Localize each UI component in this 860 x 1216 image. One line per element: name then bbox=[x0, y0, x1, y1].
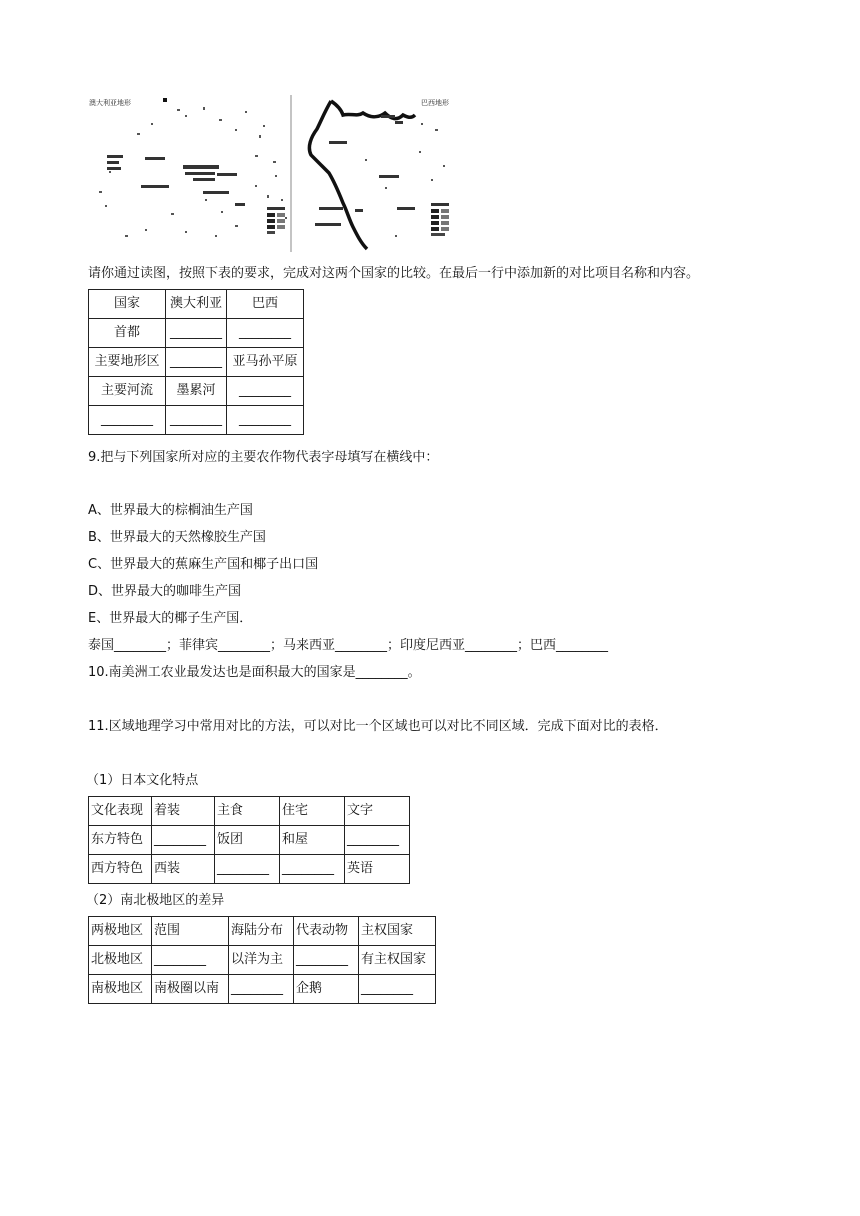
q9-option-e: E、世界最大的椰子生产国． bbox=[88, 611, 253, 626]
japan-culture-table bbox=[88, 796, 410, 884]
answer-blank[interactable]: ________ bbox=[229, 975, 294, 1004]
map-figure bbox=[85, 95, 457, 252]
table-row bbox=[89, 377, 304, 406]
country-comparison-table bbox=[88, 289, 304, 435]
table-row bbox=[89, 406, 304, 435]
q11-part1-title: （1）日本文化特点 bbox=[86, 773, 199, 788]
q9-option-b: B、世界最大的天然橡胶生产国 bbox=[88, 530, 266, 545]
q9-answer-line[interactable]: 泰国________；菲律宾________；马来西亚________；印度尼西亚________；巴西________ bbox=[88, 638, 609, 653]
table-row bbox=[89, 855, 410, 884]
answer-blank[interactable]: ________ bbox=[152, 946, 229, 975]
table-cell: 主食 bbox=[215, 797, 280, 826]
q9-option-d: D、世界最大的咖啡生产国 bbox=[88, 584, 242, 599]
answer-blank[interactable]: ________ bbox=[89, 406, 166, 435]
q9-option-c: C、世界最大的蕉麻生产国和椰子出口国 bbox=[88, 557, 319, 572]
table-cell: 北极地区 bbox=[89, 946, 152, 975]
table-cell: 主要地形区 bbox=[89, 348, 166, 377]
table-cell: 东方特色 bbox=[89, 826, 152, 855]
answer-blank[interactable]: ________ bbox=[227, 406, 304, 435]
table-row bbox=[89, 319, 304, 348]
answer-blank[interactable]: ________ bbox=[215, 855, 280, 884]
table-cell: 西装 bbox=[152, 855, 215, 884]
table-cell: 南极地区 bbox=[89, 975, 152, 1004]
table-row bbox=[89, 797, 410, 826]
table-row bbox=[89, 975, 436, 1004]
table-cell: 两极地区 bbox=[89, 917, 152, 946]
table-cell: 主要河流 bbox=[89, 377, 166, 406]
table-cell: 饭团 bbox=[215, 826, 280, 855]
table-cell: 范围 bbox=[152, 917, 229, 946]
table-cell: 文化表现 bbox=[89, 797, 152, 826]
table-row bbox=[89, 946, 436, 975]
answer-blank[interactable]: ________ bbox=[294, 946, 359, 975]
table-cell: 澳大利亚 bbox=[166, 290, 227, 319]
table-row bbox=[89, 348, 304, 377]
answer-blank[interactable]: ________ bbox=[152, 826, 215, 855]
table-cell: 代表动物 bbox=[294, 917, 359, 946]
table-row bbox=[89, 917, 436, 946]
table-row bbox=[89, 826, 410, 855]
table-cell: 着装 bbox=[152, 797, 215, 826]
table-cell: 文字 bbox=[345, 797, 410, 826]
table-cell: 南极圈以南 bbox=[152, 975, 229, 1004]
polar-regions-table bbox=[88, 916, 436, 1004]
answer-blank[interactable]: ________ bbox=[166, 319, 227, 348]
table-cell: 西方特色 bbox=[89, 855, 152, 884]
table-cell: 主权国家 bbox=[359, 917, 436, 946]
table-cell: 英语 bbox=[345, 855, 410, 884]
table-cell: 巴西 bbox=[227, 290, 304, 319]
table-cell: 企鹅 bbox=[294, 975, 359, 1004]
answer-blank[interactable]: ________ bbox=[227, 377, 304, 406]
q9-option-a: A、世界最大的棕榈油生产国 bbox=[88, 503, 253, 518]
answer-blank[interactable]: ________ bbox=[345, 826, 410, 855]
answer-blank[interactable]: ________ bbox=[227, 319, 304, 348]
answer-blank[interactable]: ________ bbox=[166, 348, 227, 377]
table-cell: 住宅 bbox=[280, 797, 345, 826]
answer-blank[interactable]: ________ bbox=[359, 975, 436, 1004]
table-cell: 国家 bbox=[89, 290, 166, 319]
table-cell: 首都 bbox=[89, 319, 166, 348]
q11-part2-title: （2）南北极地区的差异 bbox=[86, 893, 225, 908]
q8-instruction: 请你通过读图，按照下表的要求，完成对这两个国家的比较。在最后一行中添加新的对比项目名称和内容。 bbox=[88, 266, 700, 281]
q9-stem: 9.把与下列国家所对应的主要农作物代表字母填写在横线中： bbox=[88, 450, 439, 465]
table-cell: 以洋为主 bbox=[229, 946, 294, 975]
brazil-map-title: 巴西地形 bbox=[421, 99, 449, 107]
table-cell: 亚马孙平原 bbox=[227, 348, 304, 377]
australia-map-title: 澳大利亚地形 bbox=[89, 99, 131, 107]
table-cell: 有主权国家 bbox=[359, 946, 436, 975]
answer-blank[interactable]: ________ bbox=[280, 855, 345, 884]
table-cell: 和屋 bbox=[280, 826, 345, 855]
brazil-map bbox=[309, 98, 449, 249]
table-cell: 墨累河 bbox=[166, 377, 227, 406]
q10-stem: 10.南美洲工农业最发达也是面积最大的国家是________。 bbox=[88, 665, 421, 680]
table-cell: 海陆分布 bbox=[229, 917, 294, 946]
q11-stem: 11.区域地理学习中常用对比的方法，可以对比一个区域也可以对比不同区域．完成下面对比的表格． bbox=[88, 719, 668, 734]
table-row bbox=[89, 290, 304, 319]
australia-map bbox=[89, 95, 291, 252]
answer-blank[interactable]: ________ bbox=[166, 406, 227, 435]
